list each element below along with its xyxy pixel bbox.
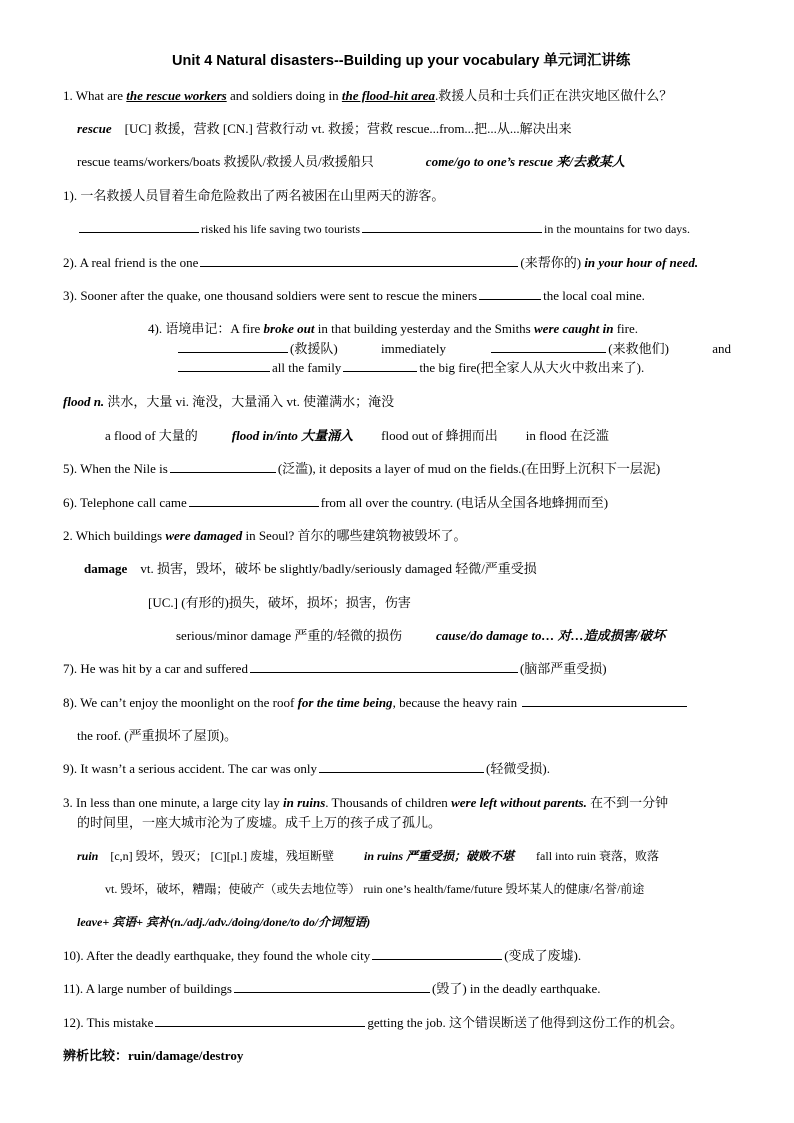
question-2: 2. Which buildings were damaged in Seoul? 首尔的哪些建筑物被毁坏了。	[63, 528, 467, 543]
answer-blank[interactable]	[200, 254, 518, 267]
answer-blank[interactable]	[362, 220, 542, 233]
exercise-8-cont: the roof. (严重损坏了屋顶)。	[77, 728, 237, 743]
answer-blank[interactable]	[189, 494, 319, 507]
exercise-3: 3). Sooner after the quake, one thousand soldiers were sent to rescue the miners the local coal mine.	[63, 288, 645, 303]
exercise-9: 9). It wasn’t a serious accident. The car was only (轻微受损).	[63, 761, 550, 776]
leave-structure: leave+ 宾语+ 宾补(n./adj./adv./doing/done/to do/介词短语)	[77, 915, 371, 929]
exercise-7: 7). He was hit by a car and suffered (脑部严重受损)	[63, 661, 607, 676]
rescue-definition: rescue [UC] 救援，营救 [CN.] 营救行动 vt. 救援；营救 rescue...from...把...从...解决出来	[77, 121, 572, 136]
exercise-4-line-1: 4). 语境串记：A fire broke out in that building yesterday and the Smiths were caught in fire.	[148, 321, 639, 336]
answer-blank[interactable]	[491, 340, 606, 353]
page-title: Unit 4 Natural disasters--Building up your vocabulary 单元词汇讲练	[172, 53, 631, 69]
answer-blank[interactable]	[479, 287, 541, 300]
answer-blank[interactable]	[372, 947, 502, 960]
question-1: 1. What are the rescue workers and soldiers doing in the flood-hit area.救援人员和士兵们正在洪灾地区做什么？	[63, 88, 673, 103]
exercise-5: 5). When the Nile is (泛滥), it deposits a layer of mud on the fields.(在田野上沉积下一层泥)	[63, 461, 661, 476]
exercise-1: risked his life saving two tourists in the mountains for two days.	[77, 220, 690, 238]
answer-blank[interactable]	[319, 760, 484, 773]
question-3-translation: 的时间里，一座大城市沦为了废墟。成千上万的孩子成了孤儿。	[77, 815, 442, 830]
vocab-word-rescue: rescue	[77, 121, 112, 136]
vocab-word-ruin: ruin	[77, 849, 99, 863]
exercise-8: 8). We can’t enjoy the moonlight on the roof for the time being, because the heavy rain	[63, 694, 689, 712]
exercise-1-prompt: 1). 一名救援人员冒着生命危险救出了两名被困在山里两天的游客。	[63, 188, 445, 203]
answer-blank[interactable]	[155, 1014, 365, 1027]
rescue-phrase: come/go to one’s rescue 来/去救某人	[425, 154, 625, 169]
exercise-4-line-3: all the family the big fire(把全家人从大火中救出来了).	[176, 359, 644, 377]
compare-section: 辨析比较：ruin/damage/destroy	[63, 1048, 244, 1063]
vocab-word-damage: damage	[84, 561, 128, 576]
answer-blank[interactable]	[343, 359, 417, 372]
damage-noun: [UC.] (有形的)损失，破坏，损坏；损害，伤害	[148, 595, 411, 610]
exercise-11: 11). A large number of buildings (毁了) in the deadly earthquake.	[63, 981, 601, 996]
rescue-collocations: rescue teams/workers/boats 救援队/救援人员/救援船只 come/go to one’s rescue 来/去救某人	[77, 154, 625, 169]
answer-blank[interactable]	[170, 460, 276, 473]
exercise-6: 6). Telephone call came from all over the country. (电话从全国各地蜂拥而至)	[63, 495, 609, 510]
flood-phrases: a flood of 大量的 flood in/into 大量涌入 flood out of 蜂拥而出 in flood 在泛滥	[105, 428, 609, 443]
phrase-rescue-workers: the rescue workers	[126, 88, 227, 103]
ruin-verb: vt. 毁坏，破坏，糟蹋；使破产（或失去地位等） ruin one’s health/fame/future 毁坏某人的健康/名誉/前途	[105, 882, 645, 896]
exercise-2: 2). A real friend is the one (来帮你的) in your hour of need.	[63, 255, 699, 270]
ruin-definition: ruin [c,n] 毁坏，毁灭； [C][pl.] 废墟，残垣断壁 in ruins 严重受损；破败不堪 fall into ruin 衰落，败落	[77, 849, 660, 863]
answer-blank[interactable]	[178, 340, 288, 353]
answer-blank[interactable]	[522, 694, 687, 707]
exercise-12: 12). This mistake getting the job. 这个错误断送了他得到这份工作的机会。	[63, 1015, 683, 1030]
phrase-flood-hit-area: the flood-hit area	[341, 88, 436, 103]
flood-definition: flood n. 洪水，大量 vi. 淹没，大量涌入 vt. 使灌满水；淹没	[63, 394, 395, 409]
exercise-4-line-2: (救援队) immediately (来救他们) and	[176, 340, 731, 358]
question-3: 3. In less than one minute, a large city lay in ruins. Thousands of children were left without parents. 在不到一分钟	[63, 795, 669, 810]
answer-blank[interactable]	[234, 980, 430, 993]
damage-definition: damage vt. 损害，毁坏，破坏 be slightly/badly/seriously damaged 轻微/严重受损	[84, 561, 537, 576]
answer-blank[interactable]	[178, 359, 270, 372]
exercise-10: 10). After the deadly earthquake, they found the whole city (变成了废墟).	[63, 948, 582, 963]
damage-phrases: serious/minor damage 严重的/轻微的损伤 cause/do damage to… 对…造成损害/破坏	[176, 628, 666, 643]
answer-blank[interactable]	[79, 220, 199, 233]
vocab-word-flood: flood n.	[63, 394, 105, 409]
answer-blank[interactable]	[250, 660, 518, 673]
